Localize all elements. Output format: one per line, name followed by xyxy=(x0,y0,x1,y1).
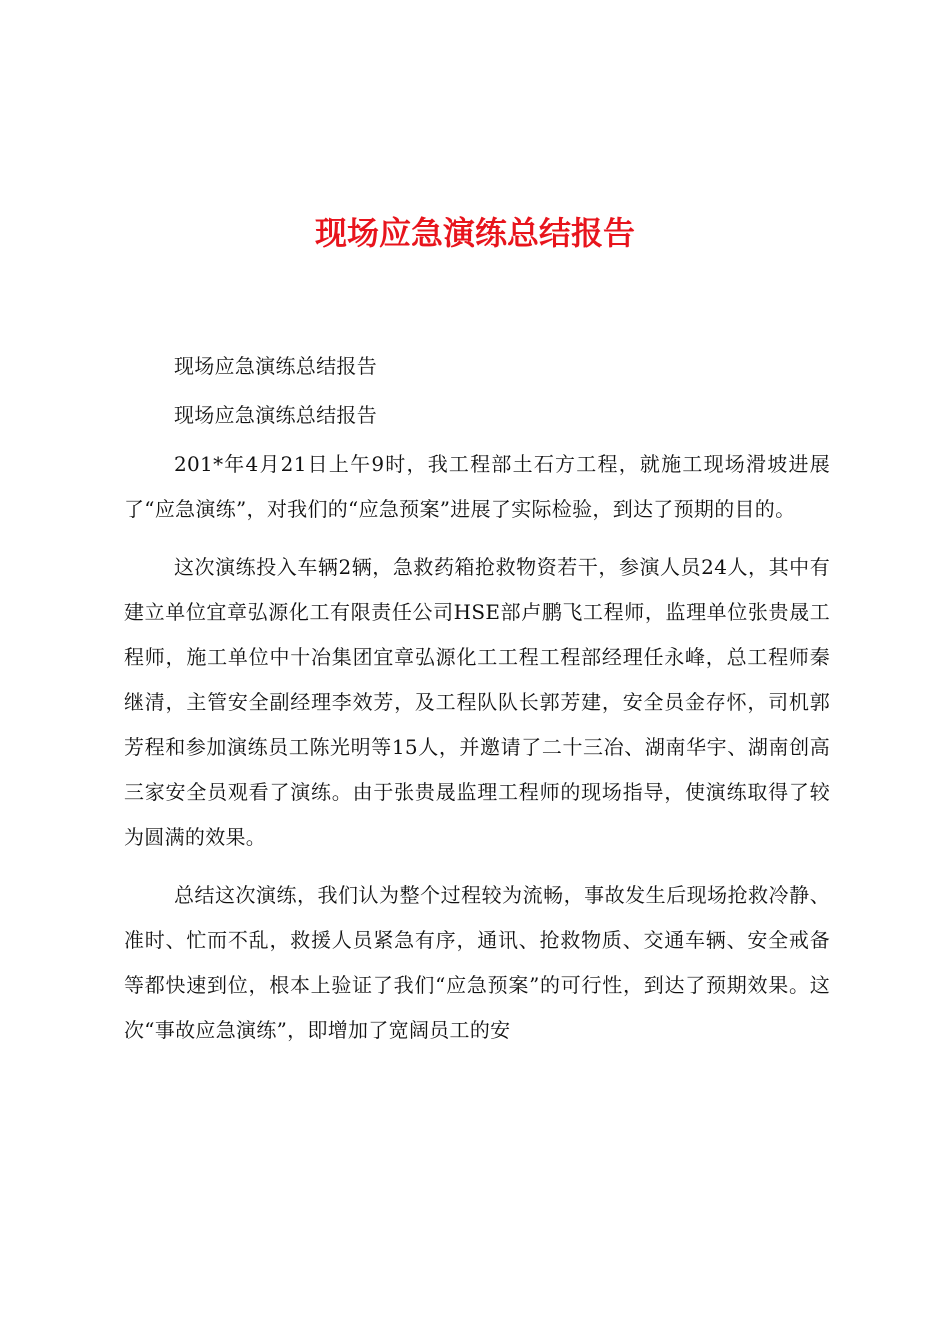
subtitle-line-2: 现场应急演练总结报告 xyxy=(174,403,377,427)
paragraph-summary: 总结这次演练，我们认为整个过程较为流畅，事故发生后现场抢救冷静、准时、忙而不乱，救援人员紧急有序，通讯、抢救物质、交通车辆、安全戒备等都快速到位，根本上验证了我们“应急预案”的可行性，到达了预期效果。这次“事故应急演练”，即增加了宽阔员工的安 xyxy=(124,883,830,1042)
document-title: 现场应急演练总结报告 xyxy=(314,214,635,252)
document-body xyxy=(124,344,830,1066)
subtitle-line-1: 现场应急演练总结报告 xyxy=(174,354,377,378)
paragraph-participants: 这次演练投入车辆2辆，急救药箱抢救物资若干，参演人员24人，其中有建立单位宜章弘源化工有限责任公司HSE部卢鹏飞工程师，监理单位张贵晟工程师，施工单位中十冶集团宜章弘源化工工程工程部经理任永峰，总工程师秦继清，主管安全副经理李效芳，及工程队队长郭芳建，安全员金存怀，司机郭芳程和参加演练员工陈光明等15人，并邀请了二十三冶、湖南华宇、湖南创高三家安全员观看了演练。由于张贵晟监理工程师的现场指导，使演练取得了较为圆满的效果。 xyxy=(124,555,830,849)
paragraph-intro: 201*年4月21日上午9时，我工程部土石方工程，就施工现场滑坡进展了“应急演练”，对我们的“应急预案”进展了实际检验，到达了预期的目的。 xyxy=(124,452,830,521)
